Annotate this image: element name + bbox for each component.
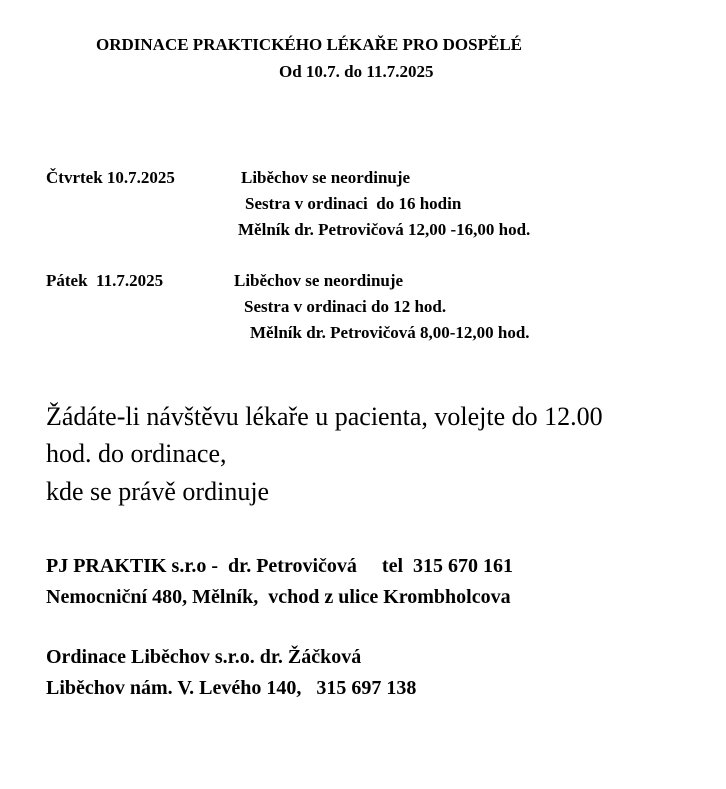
day-label-thursday: Čtvrtek 10.7.2025 [46,168,175,187]
contact-libechov-line-1: Ordinace Liběchov s.r.o. dr. Žáčková [46,646,362,668]
page-title: ORDINACE PRAKTICKÉHO LÉKAŘE PRO DOSPĚLÉ [96,35,522,54]
thursday-line-3: Mělník dr. Petrovičová 12,00 -16,00 hod. [238,220,531,239]
friday-line-3: Mělník dr. Petrovičová 8,00-12,00 hod. [250,323,530,342]
contact-libechov-line-2: Liběchov nám. V. Levého 140, 315 697 138 [46,677,417,699]
day-label-friday: Pátek 11.7.2025 [46,271,164,290]
contact-praktik-line-1: PJ PRAKTIK s.r.o - dr. Petrovičová tel 315 670 161 [46,555,514,577]
thursday-line-1: Liběchov se neordinuje [241,168,411,187]
notice-line-1: Žádáte-li návštěvu lékaře u pacienta, volejte do 12.00 [46,402,603,431]
thursday-line-2: Sestra v ordinaci do 16 hodin [245,194,462,213]
friday-line-1: Liběchov se neordinuje [234,271,404,290]
friday-line-2: Sestra v ordinaci do 12 hod. [244,297,447,316]
contact-praktik-line-2: Nemocniční 480, Mělník, vchod z ulice Krombholcova [46,586,511,608]
notice-line-2: hod. do ordinace, [46,439,227,468]
date-range: Od 10.7. do 11.7.2025 [279,62,434,81]
notice-line-3: kde se právě ordinuje [46,477,270,506]
